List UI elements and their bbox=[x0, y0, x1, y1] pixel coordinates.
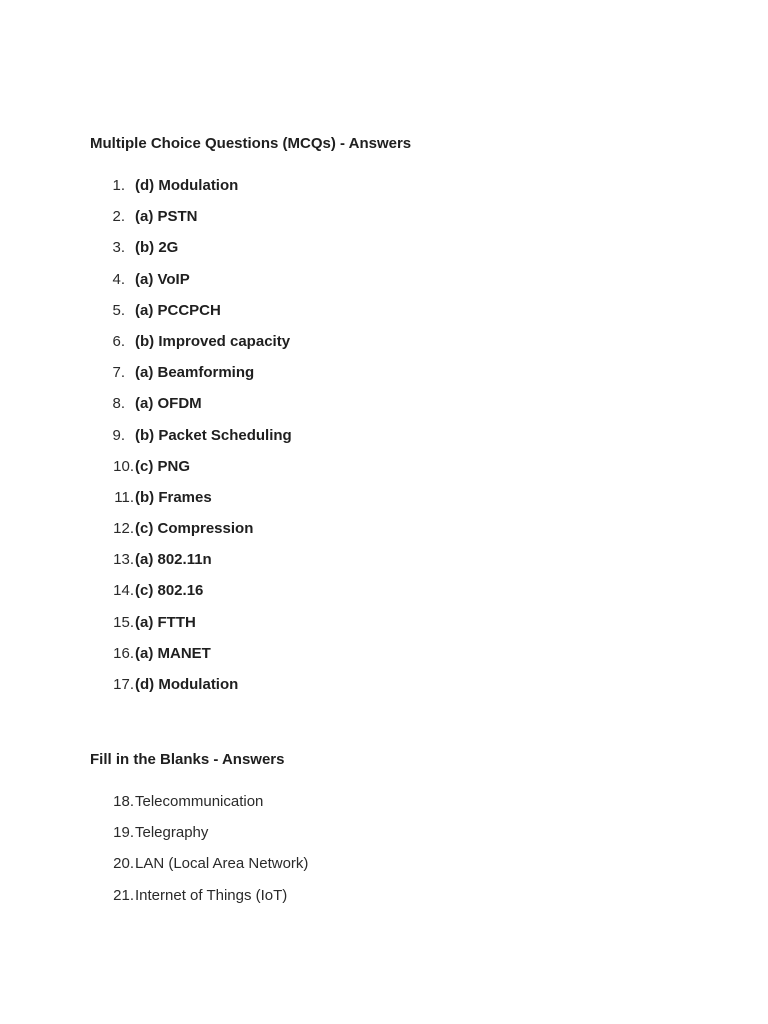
mcq-answer-item bbox=[90, 208, 292, 239]
item-number: 13. bbox=[113, 551, 134, 569]
answer-text: (a) FTTH bbox=[135, 613, 196, 631]
mcq-answer-item bbox=[90, 551, 292, 582]
mcq-answer-item bbox=[90, 427, 292, 458]
item-number: 18. bbox=[113, 793, 134, 810]
item-number: 17. bbox=[113, 676, 134, 693]
mcq-answer-item bbox=[90, 177, 292, 208]
item-number: 5. bbox=[112, 301, 125, 319]
fill-blanks-answer-item bbox=[90, 855, 308, 886]
mcq-section-heading: Multiple Choice Questions (MCQs) - Answers bbox=[90, 135, 412, 152]
answer-text: (d) Modulation bbox=[135, 676, 239, 693]
mcq-answer-item bbox=[90, 271, 292, 302]
fill-blanks-section-heading: Fill in the Blanks - Answers bbox=[90, 751, 285, 768]
item-number: 10. bbox=[113, 457, 134, 475]
item-number: 8. bbox=[112, 395, 125, 413]
mcq-answer-item bbox=[90, 239, 292, 270]
mcq-answer-item bbox=[90, 302, 292, 333]
mcq-answer-item bbox=[90, 395, 292, 426]
mcq-answer-item bbox=[90, 364, 292, 395]
answer-text: Telegraphy bbox=[135, 824, 209, 842]
answer-text: (a) PCCPCH bbox=[135, 301, 221, 319]
fill-blanks-answer-item bbox=[90, 887, 308, 918]
item-number: 1. bbox=[112, 177, 125, 194]
answer-text: (b) Frames bbox=[135, 488, 212, 506]
mcq-answer-item bbox=[90, 645, 292, 676]
answer-text: Telecommunication bbox=[135, 793, 264, 810]
fill-blanks-answer-item bbox=[90, 824, 308, 855]
item-number: 11. bbox=[114, 488, 134, 506]
answer-text: LAN (Local Area Network) bbox=[135, 855, 309, 873]
answer-text: (c) Compression bbox=[135, 520, 254, 538]
mcq-answer-item bbox=[90, 614, 292, 645]
fill-blanks-answer-item bbox=[90, 793, 308, 824]
answer-text: Internet of Things (IoT) bbox=[135, 886, 288, 904]
item-number: 19. bbox=[113, 824, 134, 842]
answer-text: (d) Modulation bbox=[135, 177, 239, 194]
mcq-answer-item bbox=[90, 333, 292, 364]
answer-text: (a) OFDM bbox=[135, 395, 202, 413]
mcq-answer-item bbox=[90, 582, 292, 613]
mcq-answer-item bbox=[90, 676, 292, 707]
mcq-answer-list bbox=[90, 177, 292, 707]
mcq-answer-item bbox=[90, 489, 292, 520]
answer-text: (a) 802.11n bbox=[135, 551, 212, 569]
item-number: 4. bbox=[112, 270, 125, 288]
item-number: 7. bbox=[112, 364, 125, 382]
item-number: 3. bbox=[112, 239, 125, 257]
answer-text: (b) Packet Scheduling bbox=[135, 426, 292, 444]
answer-text: (c) PNG bbox=[135, 457, 191, 475]
mcq-answer-item bbox=[90, 520, 292, 551]
item-number: 20. bbox=[113, 855, 134, 873]
answer-text: (c) 802.16 bbox=[135, 582, 204, 600]
item-number: 16. bbox=[113, 644, 134, 662]
item-number: 15. bbox=[113, 613, 134, 631]
answer-text: (a) PSTN bbox=[135, 208, 198, 226]
mcq-answer-item bbox=[90, 458, 292, 489]
item-number: 12. bbox=[113, 520, 134, 538]
answer-text: (a) VoIP bbox=[135, 270, 190, 288]
answer-text: (a) Beamforming bbox=[135, 364, 255, 382]
answer-text: (b) 2G bbox=[135, 239, 179, 257]
answer-text: (b) Improved capacity bbox=[135, 332, 291, 350]
answer-text: (a) MANET bbox=[135, 644, 211, 662]
item-number: 9. bbox=[112, 426, 125, 444]
item-number: 2. bbox=[112, 208, 125, 226]
fill-blanks-answer-list bbox=[90, 793, 308, 918]
item-number: 21. bbox=[113, 886, 134, 904]
item-number: 14. bbox=[113, 582, 134, 600]
item-number: 6. bbox=[112, 332, 125, 350]
